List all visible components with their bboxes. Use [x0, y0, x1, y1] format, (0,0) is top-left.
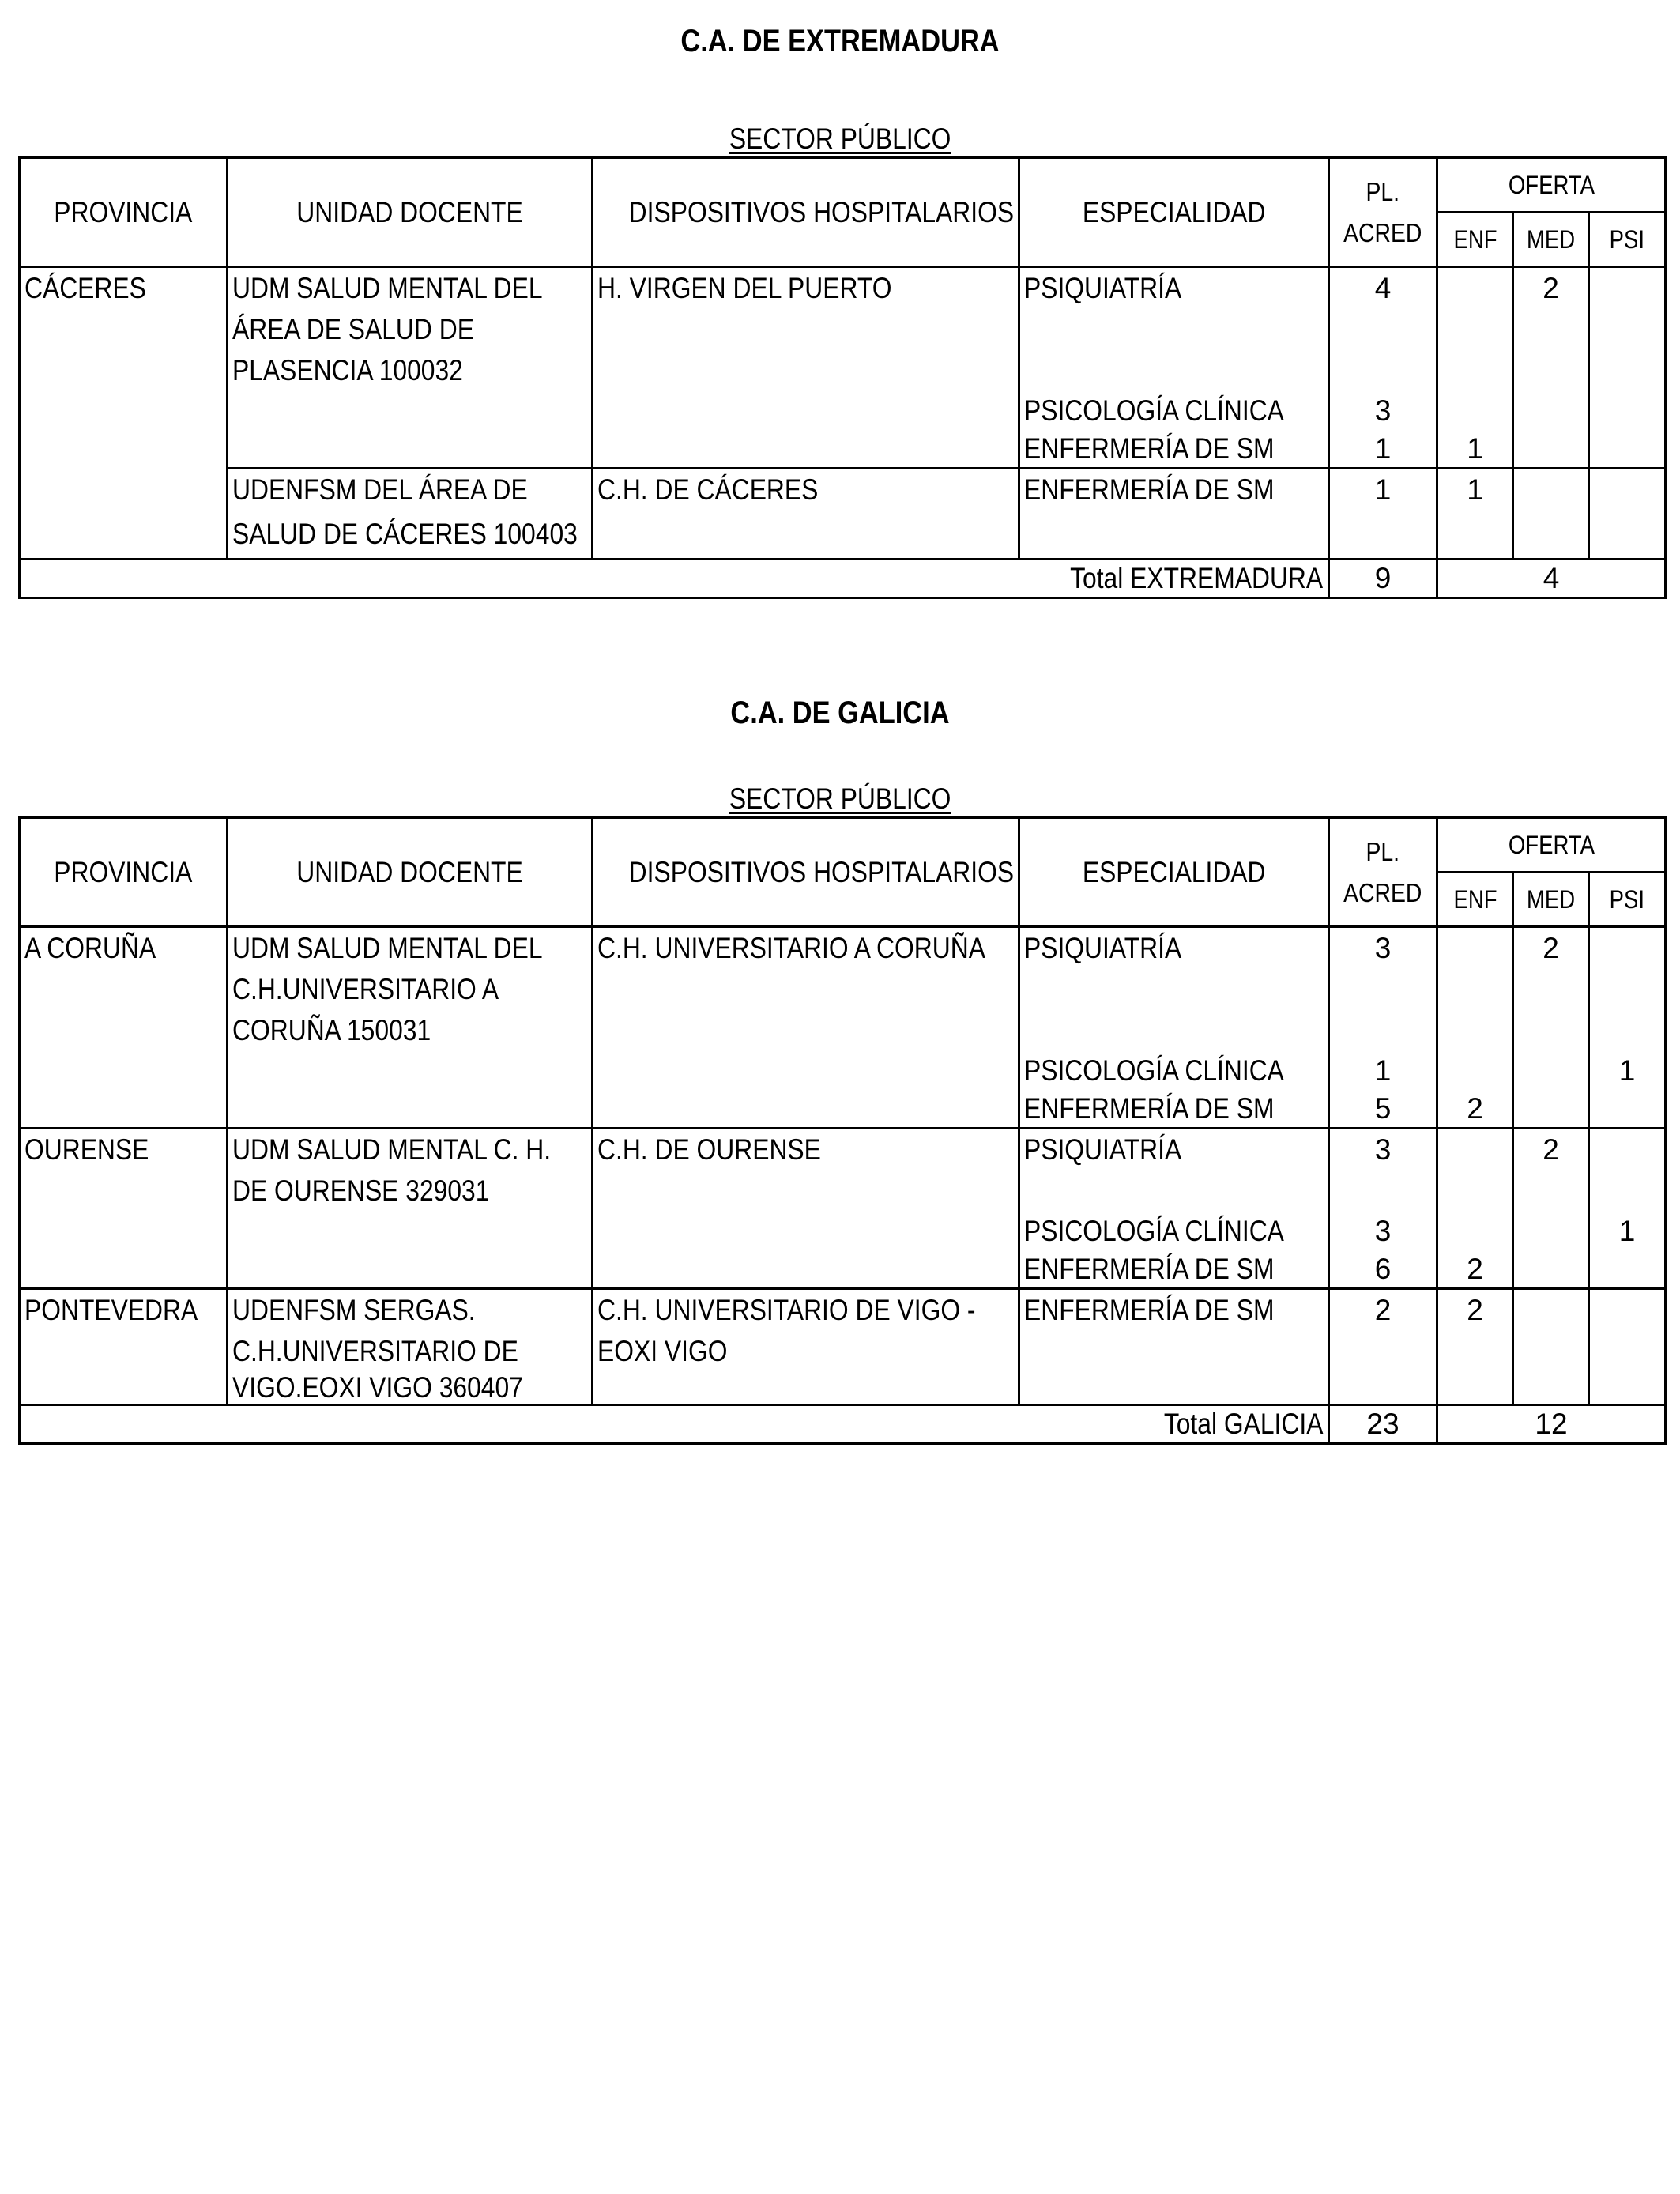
- cell-psi: [1589, 431, 1666, 469]
- table-row: [20, 511, 1666, 560]
- cell-pl: 6: [1329, 1251, 1437, 1289]
- total-pl: 9: [1329, 560, 1437, 598]
- cell-psi: [1589, 1091, 1666, 1129]
- cell-psi: [1589, 1251, 1666, 1289]
- cell-especialidad: PSIQUIATRÍA: [1019, 1129, 1329, 1171]
- table-extremadura: [18, 156, 1667, 599]
- cell-unidad: C.H.UNIVERSITARIO A: [228, 969, 593, 1010]
- cell-enf: 2: [1437, 1091, 1513, 1129]
- cell-dispositivo: H. VIRGEN DEL PUERTO: [593, 267, 1019, 310]
- cell-unidad: UDM SALUD MENTAL C. H.: [228, 1129, 593, 1171]
- cell-unidad: VIGO.EOXI VIGO 360407: [228, 1372, 593, 1405]
- cell-provincia: PONTEVEDRA: [20, 1289, 228, 1405]
- header-psi: PSI: [1589, 873, 1666, 927]
- cell-enf: [1437, 1129, 1513, 1171]
- cell-psi: [1589, 1289, 1666, 1332]
- cell-enf: 2: [1437, 1289, 1513, 1332]
- table-row: [20, 1251, 1666, 1289]
- cell-dispositivo: C.H. DE OURENSE: [593, 1129, 1019, 1171]
- cell-especialidad: PSIQUIATRÍA: [1019, 927, 1329, 970]
- cell-pl: 4: [1329, 267, 1437, 310]
- cell-med: 2: [1513, 1129, 1589, 1171]
- table-row: [20, 309, 1666, 350]
- header-pl-acred: PL. ACRED: [1329, 818, 1437, 927]
- total-label: Total GALICIA: [20, 1405, 1329, 1444]
- total-label: Total EXTREMADURA: [20, 560, 1329, 598]
- header-oferta: OFERTA: [1437, 818, 1666, 873]
- cell-especialidad: PSICOLOGÍA CLÍNICA: [1019, 391, 1329, 431]
- cell-med: [1513, 469, 1589, 511]
- cell-psi: [1589, 927, 1666, 970]
- cell-med: [1513, 1212, 1589, 1251]
- cell-enf: [1437, 391, 1513, 431]
- cell-unidad: ÁREA DE SALUD DE: [228, 309, 593, 350]
- section-title-extremadura: C.A. DE EXTREMADURA: [680, 24, 1000, 58]
- cell-med: [1513, 1251, 1589, 1289]
- cell-med: [1513, 1289, 1589, 1332]
- cell-enf: [1437, 267, 1513, 310]
- cell-pl: 3: [1329, 391, 1437, 431]
- cell-pl: 3: [1329, 1212, 1437, 1251]
- cell-unidad: UDENFSM DEL ÁREA DE: [228, 469, 593, 511]
- cell-provincia: CÁCERES: [20, 267, 228, 560]
- total-row: [20, 1405, 1666, 1444]
- table-header-row: [20, 158, 1666, 213]
- cell-enf: 1: [1437, 469, 1513, 511]
- header-enf: ENF: [1437, 213, 1513, 267]
- cell-med: [1513, 1091, 1589, 1129]
- cell-psi: [1589, 391, 1666, 431]
- cell-pl: 1: [1329, 1051, 1437, 1091]
- cell-unidad: C.H.UNIVERSITARIO DE: [228, 1331, 593, 1372]
- cell-unidad: PLASENCIA 100032: [228, 350, 593, 391]
- table-header-row: [20, 818, 1666, 873]
- cell-enf: [1437, 1051, 1513, 1091]
- cell-dispositivo: C.H. DE CÁCERES: [593, 469, 1019, 511]
- header-dispositivos: DISPOSITIVOS HOSPITALARIOS: [593, 818, 1019, 927]
- table-row: [20, 1212, 1666, 1251]
- cell-enf: [1437, 927, 1513, 970]
- header-enf: ENF: [1437, 873, 1513, 927]
- cell-dispositivo: C.H. UNIVERSITARIO DE VIGO -: [593, 1289, 1019, 1332]
- cell-pl: 2: [1329, 1289, 1437, 1332]
- table-row: [20, 1091, 1666, 1129]
- header-psi: PSI: [1589, 213, 1666, 267]
- cell-especialidad: PSIQUIATRÍA: [1019, 267, 1329, 310]
- cell-especialidad: ENFERMERÍA DE SM: [1019, 469, 1329, 511]
- header-dispositivos: DISPOSITIVOS HOSPITALARIOS: [593, 158, 1019, 267]
- cell-enf: [1437, 1212, 1513, 1251]
- header-provincia: PROVINCIA: [20, 158, 228, 267]
- cell-especialidad: ENFERMERÍA DE SM: [1019, 431, 1329, 469]
- header-unidad-docente: UNIDAD DOCENTE: [228, 158, 593, 267]
- cell-provincia: OURENSE: [20, 1129, 228, 1289]
- table-row: [20, 1051, 1666, 1091]
- sector-label-galicia: SECTOR PÚBLICO: [729, 782, 951, 815]
- cell-especialidad: PSICOLOGÍA CLÍNICA: [1019, 1051, 1329, 1091]
- cell-provincia: A CORUÑA: [20, 927, 228, 1129]
- section-title-galicia: C.A. DE GALICIA: [730, 696, 950, 730]
- header-med: MED: [1513, 213, 1589, 267]
- total-pl: 23: [1329, 1405, 1437, 1444]
- cell-unidad: UDENFSM SERGAS.: [228, 1289, 593, 1332]
- table-row: [20, 1289, 1666, 1332]
- cell-psi: 1: [1589, 1212, 1666, 1251]
- cell-pl: 3: [1329, 927, 1437, 970]
- table-galicia: [18, 816, 1667, 1445]
- table-row: [20, 431, 1666, 469]
- cell-psi: [1589, 1129, 1666, 1171]
- cell-enf: 1: [1437, 431, 1513, 469]
- header-especialidad: ESPECIALIDAD: [1019, 818, 1329, 927]
- table-row: [20, 267, 1666, 310]
- cell-pl: 1: [1329, 469, 1437, 511]
- cell-unidad: UDM SALUD MENTAL DEL: [228, 927, 593, 970]
- cell-dispositivo: EOXI VIGO: [593, 1331, 1019, 1372]
- cell-pl: 3: [1329, 1129, 1437, 1171]
- header-unidad-docente: UNIDAD DOCENTE: [228, 818, 593, 927]
- header-provincia: PROVINCIA: [20, 818, 228, 927]
- cell-especialidad: PSICOLOGÍA CLÍNICA: [1019, 1212, 1329, 1251]
- cell-psi: [1589, 267, 1666, 310]
- cell-psi: 1: [1589, 1051, 1666, 1091]
- total-oferta: 12: [1437, 1405, 1666, 1444]
- cell-med: 2: [1513, 927, 1589, 970]
- table-row: [20, 1129, 1666, 1171]
- cell-unidad: UDM SALUD MENTAL DEL: [228, 267, 593, 310]
- cell-med: [1513, 431, 1589, 469]
- header-especialidad: ESPECIALIDAD: [1019, 158, 1329, 267]
- cell-enf: 2: [1437, 1251, 1513, 1289]
- header-pl-acred: PL. ACRED: [1329, 158, 1437, 267]
- cell-unidad: SALUD DE CÁCERES 100403: [228, 511, 593, 560]
- total-oferta: 4: [1437, 560, 1666, 598]
- table-row: [20, 391, 1666, 431]
- cell-med: [1513, 391, 1589, 431]
- cell-med: 2: [1513, 267, 1589, 310]
- table-row: [20, 350, 1666, 391]
- header-med: MED: [1513, 873, 1589, 927]
- cell-pl: 5: [1329, 1091, 1437, 1129]
- cell-especialidad: ENFERMERÍA DE SM: [1019, 1289, 1329, 1332]
- total-row: [20, 560, 1666, 598]
- cell-dispositivo: C.H. UNIVERSITARIO A CORUÑA: [593, 927, 1019, 970]
- cell-especialidad: ENFERMERÍA DE SM: [1019, 1091, 1329, 1129]
- table-row: [20, 469, 1666, 511]
- table-row: [20, 1010, 1666, 1051]
- cell-unidad: CORUÑA 150031: [228, 1010, 593, 1051]
- cell-pl: 1: [1329, 431, 1437, 469]
- header-oferta: OFERTA: [1437, 158, 1666, 213]
- table-row: [20, 927, 1666, 970]
- table-row: [20, 1331, 1666, 1372]
- cell-especialidad: ENFERMERÍA DE SM: [1019, 1251, 1329, 1289]
- table-row: [20, 1372, 1666, 1405]
- table-row: [20, 1171, 1666, 1212]
- cell-psi: [1589, 469, 1666, 511]
- cell-med: [1513, 1051, 1589, 1091]
- table-row: [20, 969, 1666, 1010]
- sector-label-extremadura: SECTOR PÚBLICO: [729, 123, 951, 155]
- cell-unidad: DE OURENSE 329031: [228, 1171, 593, 1212]
